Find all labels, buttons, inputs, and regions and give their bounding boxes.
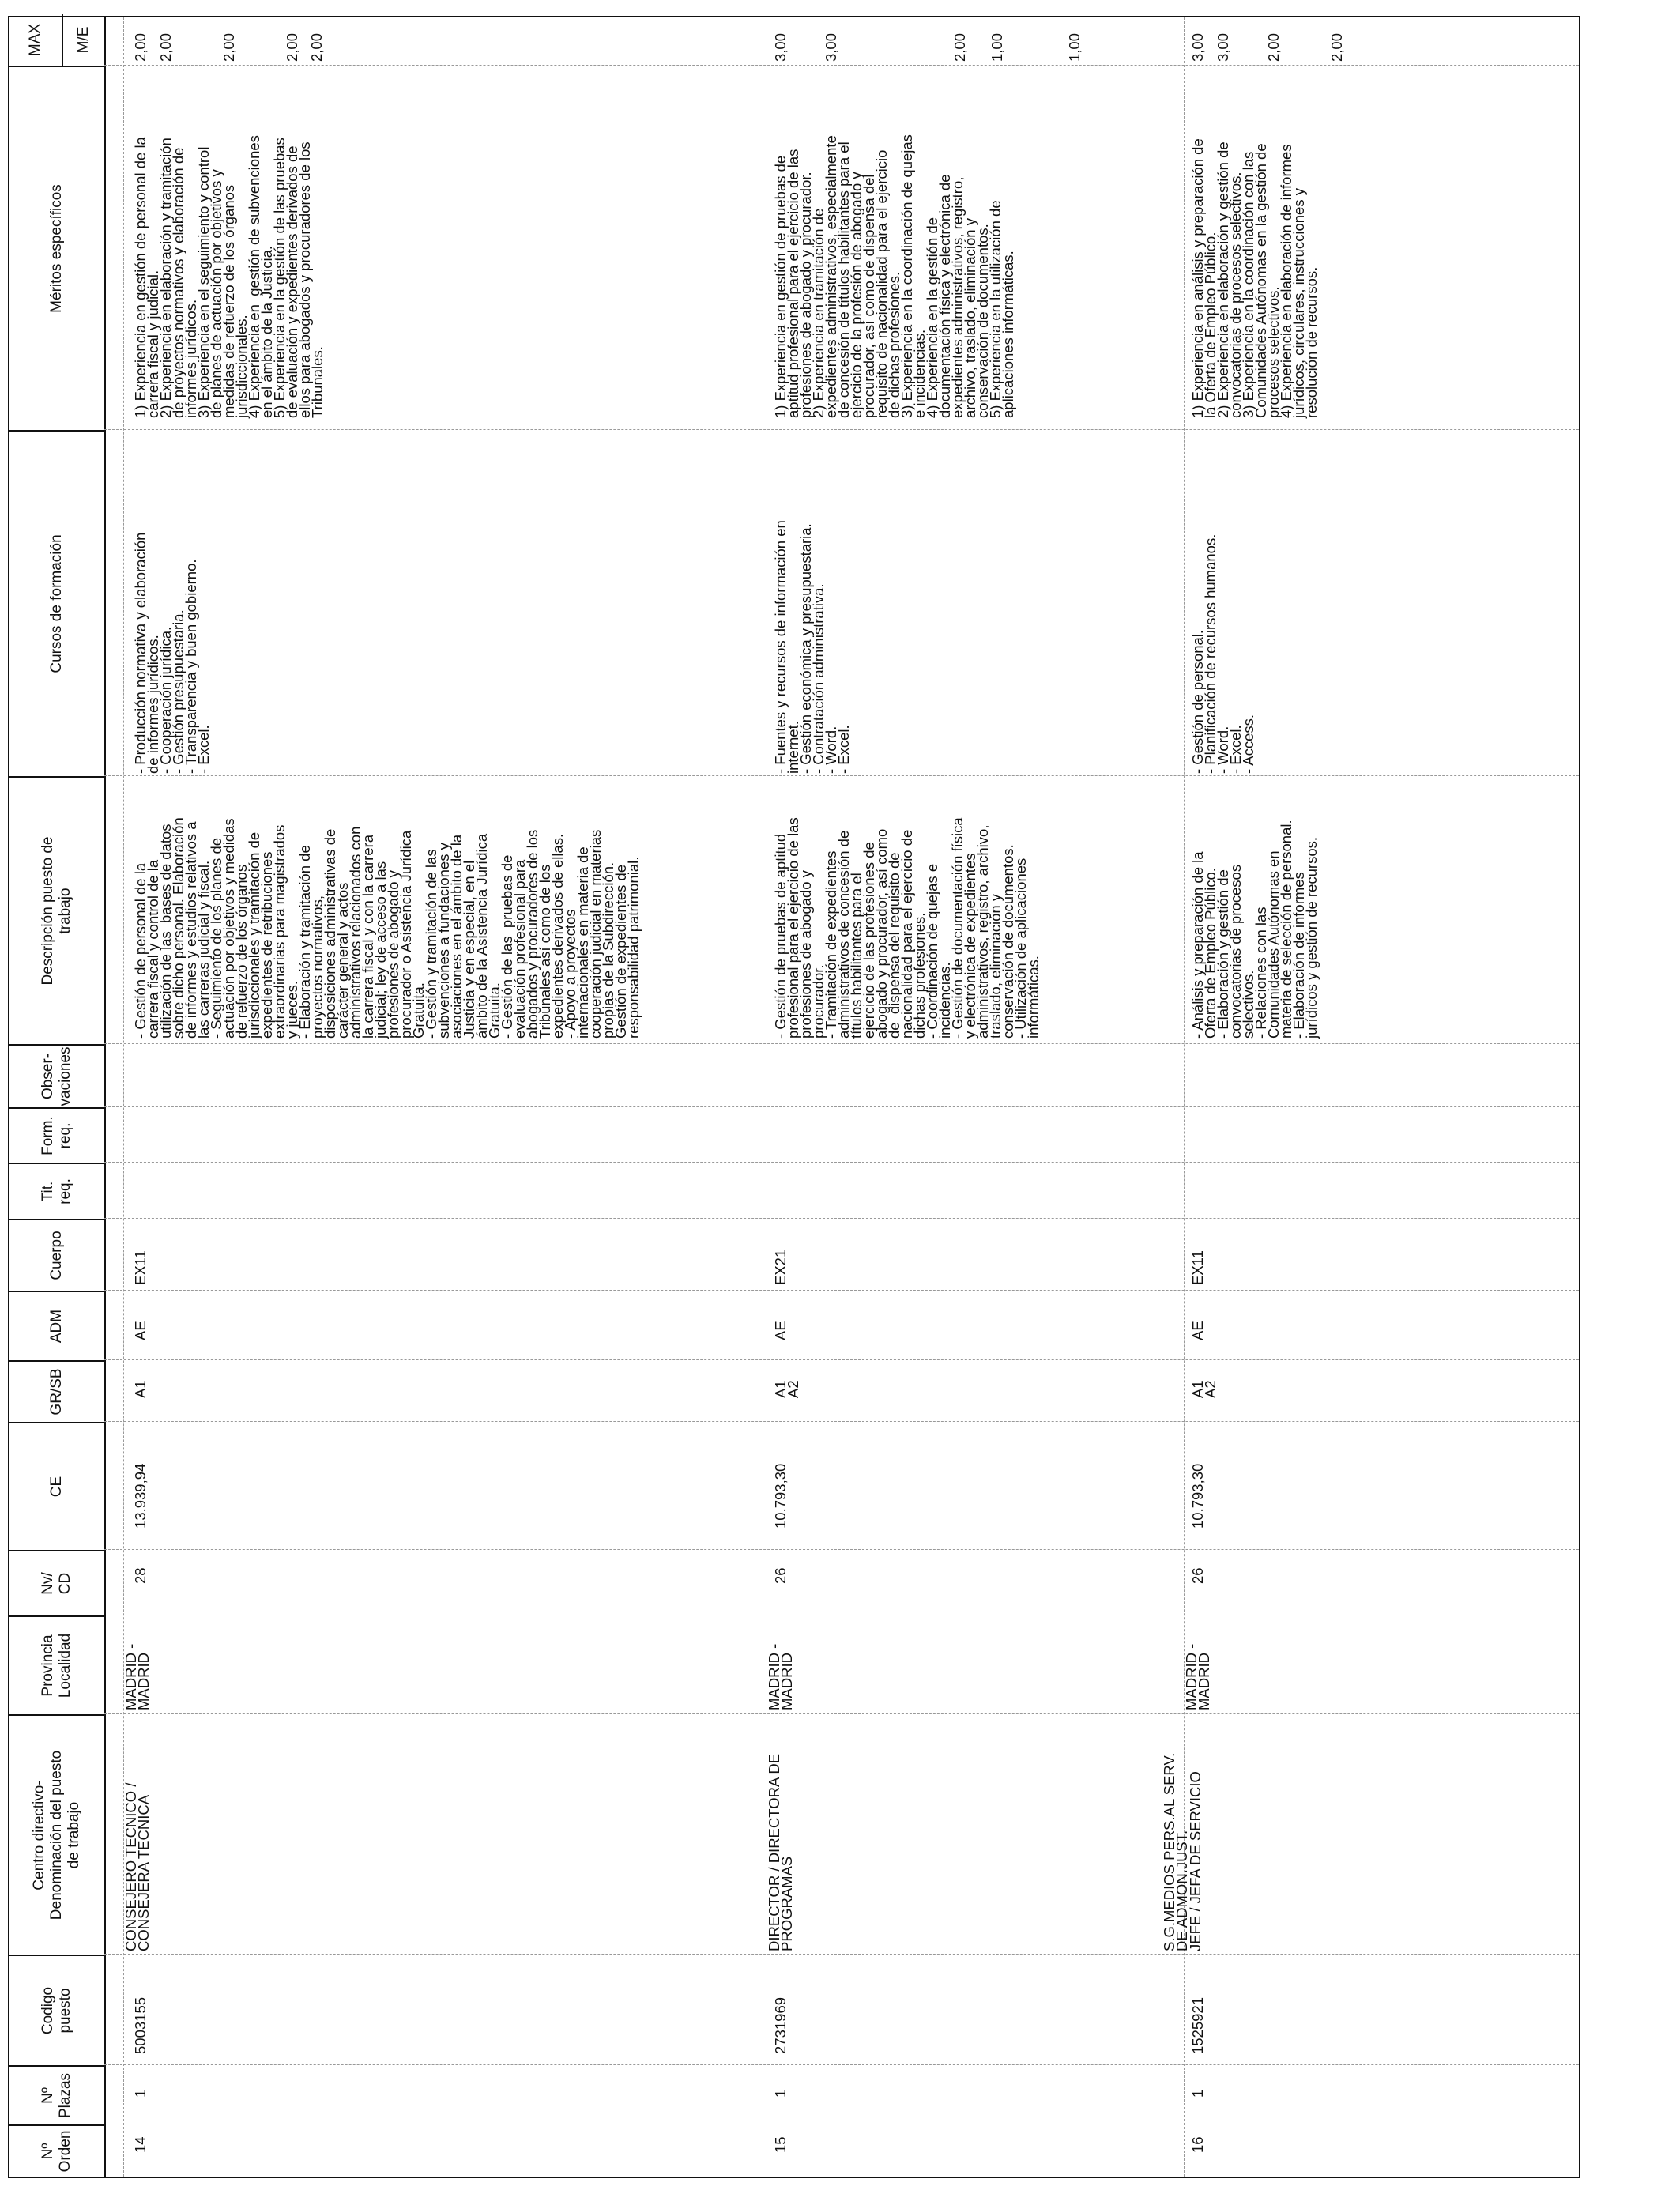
header-ce: CE (9, 1422, 104, 1550)
header-plazas: Nº Plazas (9, 2065, 104, 2124)
cell-codigo: 1525921 (1189, 1996, 1206, 2054)
cell-grupo: A1 A2 (772, 1380, 801, 1398)
header-codigo: Codigo puesto (9, 1955, 104, 2065)
cell-plazas: 1 (132, 2089, 149, 2098)
column-divider (104, 1218, 1579, 1219)
cell-plazas: 1 (772, 2089, 789, 2098)
column-divider (104, 65, 1579, 66)
cell-adm: AE (772, 1321, 789, 1340)
cell-provincia: MADRID - MADRID (1183, 1643, 1212, 1710)
cell-max (308, 32, 325, 62)
cell-cursos: - Fuentes y recursos de información en internet. - Gestión económica y presupuestaria. - Contratación administrativa. - Word. - Excel. (772, 520, 852, 774)
header-centro: Centro directivo- Denominación del puesto de trabajo (9, 1714, 104, 1955)
max-value: 2,00 (220, 32, 237, 62)
cell-centro: CONSEJERO TECNICO / CONSEJERA TECNICA (122, 1782, 152, 1951)
column-divider (104, 429, 1579, 430)
cell-meritos: 1) Experiencia en análisis y preparación de la Oferta de Empleo Público. 2) Experiencia en elaboración y gestión de convocatorias de procesos selectivos. 3) Experiencia en la coordinación con las Comunidades Autónomas en la gestión de procesos selectivos. 4) Experiencia en elaboración de informes jurídicos, circulares, instrucciones y resolución de recursos. (1189, 138, 1320, 418)
header-grupo: GR/SB (9, 1360, 104, 1422)
max-value: 3,00 (772, 32, 789, 62)
max-value: 2,00 (308, 32, 325, 62)
cell-max (157, 32, 174, 62)
cell-centro-unit: S.G.MEDIOS PERS.AL SERV. DE ADMON.JUST. (1161, 1752, 1190, 1951)
cell-nivel: 28 (132, 1567, 149, 1584)
cell-ce: 13.939,94 (132, 1463, 149, 1529)
cell-centro: DIRECTOR / DIRECTORA DE PROGRAMAS (766, 1753, 795, 1951)
cell-meritos: 1) Experiencia en gestión de pruebas de aptitud profesional para el ejercicio de las profesiones de abogado y procurador. 2) Experiencia en tramitación de expedientes administrativos, especialmente de concesión de títulos habilitantes para el ejercicio de la profesión de abogado y procurador, así como de dispensa del requisito de nacionalidad para el ejercicio de dichas profesiones. 3) Experiencia en la coordinación de quejas e incidencias. 4) Experiencia en la gestión de documentación física y electrónica de expedientes administrativos, registro, archivo, traslado, eliminación y conservación de documentos. 5) Experiencia en la utilización de aplicaciones informáticas. (772, 134, 1016, 418)
header-max: MAX (9, 14, 63, 66)
cell-max (951, 32, 968, 62)
cell-cuerpo: EX21 (772, 1249, 789, 1285)
cell-max (1217, 33, 1230, 62)
cell-codigo: 5003155 (132, 1996, 149, 2054)
header-nivel: Nv/ CD (9, 1550, 104, 1615)
cell-centro: JEFE / JEFA DE SERVICIO (1187, 1771, 1203, 1951)
max-value: 2,00 (951, 32, 968, 62)
cell-orden: 15 (772, 2136, 789, 2153)
cell-cuerpo: EX11 (132, 1250, 149, 1285)
header-descripcion: Descripción puesto de trabajo (9, 776, 104, 1044)
cell-max (286, 33, 299, 62)
cell-nivel: 26 (772, 1567, 789, 1584)
cell-max (1265, 32, 1282, 62)
column-divider (104, 1421, 1579, 1422)
positions-table (8, 16, 1580, 2178)
header-obs: Obser- vaciones (9, 1044, 104, 1107)
header-max-me (9, 14, 104, 66)
header-cuerpo: Cuerpo (9, 1219, 104, 1291)
cell-max (991, 33, 1004, 62)
cell-ce: 10.793,30 (1189, 1463, 1206, 1529)
column-divider (104, 1106, 1579, 1107)
cell-max (774, 33, 787, 62)
header-rule (104, 17, 106, 2177)
cell-nivel: 26 (1189, 1567, 1206, 1584)
column-divider (104, 1549, 1579, 1550)
column-divider (104, 1043, 1579, 1044)
cell-cursos: - Producción normativa y elaboración de informes jurídicos. - Cooperación jurídica. - Gestión presupuestaria. - Transparencia y buen gobierno. - Excel. (132, 532, 212, 774)
cell-max (1328, 32, 1345, 62)
cell-descripcion: - Gestión de personal de la carrera fiscal y control de la utilización de las bases de datos sobre dicho personal. Elaboración de informes y estudios relativos a las carreras judicial y fiscal. - Seguimiento de los planes de actuación por objetivos y medidas de refuerzo de los órganos jurisdiccionales y tramitación de expedientes de retribuciones extraordinarias para magistrados y jueces. - Elaboración y tramitación de proyectos normativos, disposiciones administrativas de carácter general y actos administrativos relacionados con la carrera fiscal y con la carrera judicial; ley de acceso a las profesiones de abogado y procurador o Asistencia Jurídica Gratuita. - Gestión y tramitación de las subvenciones a fundaciones y asociaciones en el ámbito de la Justicia y en especial, en el ámbito de la Asistencia Jurídica Gratuita. - Gestión de las pruebas de evaluación profesional para abogados y procuradores de los Tribunales así como de los expedientes derivados de ellas. - Apoyo a proyectos internacionales en materia de cooperación judicial en materias propias de la Subdirección. Gestión de expedientes de responsabilidad patrimonial. (132, 817, 642, 1039)
cell-descripcion: - Análisis y preparación de la Oferta de Empleo Público. - Elaboración y gestión de convocatorias de procesos selectivos. - Relaciones con las Comunidades Autónomas en materia de selección de personal. - Elaboración de informes jurídicos y gestión de recursos. (1189, 820, 1320, 1039)
cell-provincia: MADRID - MADRID (122, 1643, 152, 1710)
header-form: Form. req. (9, 1107, 104, 1163)
cell-ce: 10.793,30 (772, 1463, 789, 1529)
column-divider (104, 1713, 1579, 1714)
column-divider (104, 1954, 1579, 1955)
cell-adm: AE (1189, 1321, 1206, 1340)
cell-max (1068, 33, 1081, 62)
max-value: 1,00 (1066, 32, 1083, 62)
max-value: 2,00 (132, 32, 149, 62)
cell-plazas: 1 (1189, 2089, 1206, 2098)
column-divider (104, 2064, 1579, 2065)
max-value: 3,00 (1189, 32, 1206, 62)
max-value: 2,00 (1328, 32, 1345, 62)
cell-max (825, 33, 838, 62)
max-value: 2,00 (284, 32, 300, 62)
column-divider (104, 1162, 1579, 1163)
cell-codigo: 2731969 (772, 1996, 789, 2054)
max-value: 3,00 (1215, 32, 1231, 62)
column-divider (104, 1359, 1579, 1360)
max-value: 2,00 (157, 32, 174, 62)
cell-orden: 14 (132, 2136, 149, 2153)
header-adm: ADM (9, 1291, 104, 1360)
cell-adm: AE (132, 1321, 149, 1340)
cell-grupo: A1 (132, 1380, 149, 1398)
cell-provincia: MADRID - MADRID (766, 1643, 795, 1710)
cell-orden: 16 (1189, 2136, 1206, 2153)
max-value: 1,00 (989, 32, 1005, 62)
cell-cuerpo: EX11 (1189, 1250, 1206, 1285)
column-divider (104, 775, 1579, 776)
header-me: M/E (75, 26, 92, 54)
header-tit: Tit. req. (9, 1163, 104, 1219)
cell-max (134, 33, 147, 62)
header-orden: Nº Orden (9, 2124, 104, 2177)
cell-max (220, 32, 237, 62)
max-value: 3,00 (823, 32, 839, 62)
header-cursos: Cursos de formación (9, 430, 104, 776)
cell-grupo: A1 A2 (1189, 1380, 1219, 1398)
header-meritos: Méritos específicos (9, 66, 104, 430)
column-divider (104, 1290, 1579, 1291)
cell-meritos: 1) Experiencia en gestión de personal de la carrera fiscal y judicial. 2) Experiencia en elaboración y tramitación de proyectos normativos y elaboración de informes jurídicos. 3) Experiencia en el seguimiento y control de planes de actuación por objetivos y medidas de refuerzo de los órganos jurisdiccionales. 4) Experiencia en gestión de subvenciones en el ámbito de la Justicia. 5) Experiencia en la gestión de las pruebas de evaluación y expedientes derivados de ellos para abogados y procuradores de los Tribunales. (132, 135, 326, 418)
max-value: 2,00 (1265, 32, 1282, 62)
header-provincia: Provincia Localidad (9, 1615, 104, 1714)
cell-max (1189, 32, 1206, 62)
cell-descripcion: - Gestión de pruebas de aptitud profesional para el ejercicio de las profesiones de abogado y procurador. - Tramitación de expedientes administrativos de concesión de títulos habilitantes para el ejercicio de las profesiones de abogado y procurador, así como de dispensa del requisito de nacionalidad para el ejercicio de dichas profesiones. - Coordinación de quejas e incidencias. - Gestión de documentación física y electrónica de expedientes administrativos, registro, archivo, traslado, eliminación y conservación de documentos. - Utilización de aplicaciones informáticas. (772, 817, 1042, 1039)
cell-cursos: - Gestión de personal. - Planificación de recursos humanos. - Word. - Excel. - Access. (1189, 533, 1256, 774)
